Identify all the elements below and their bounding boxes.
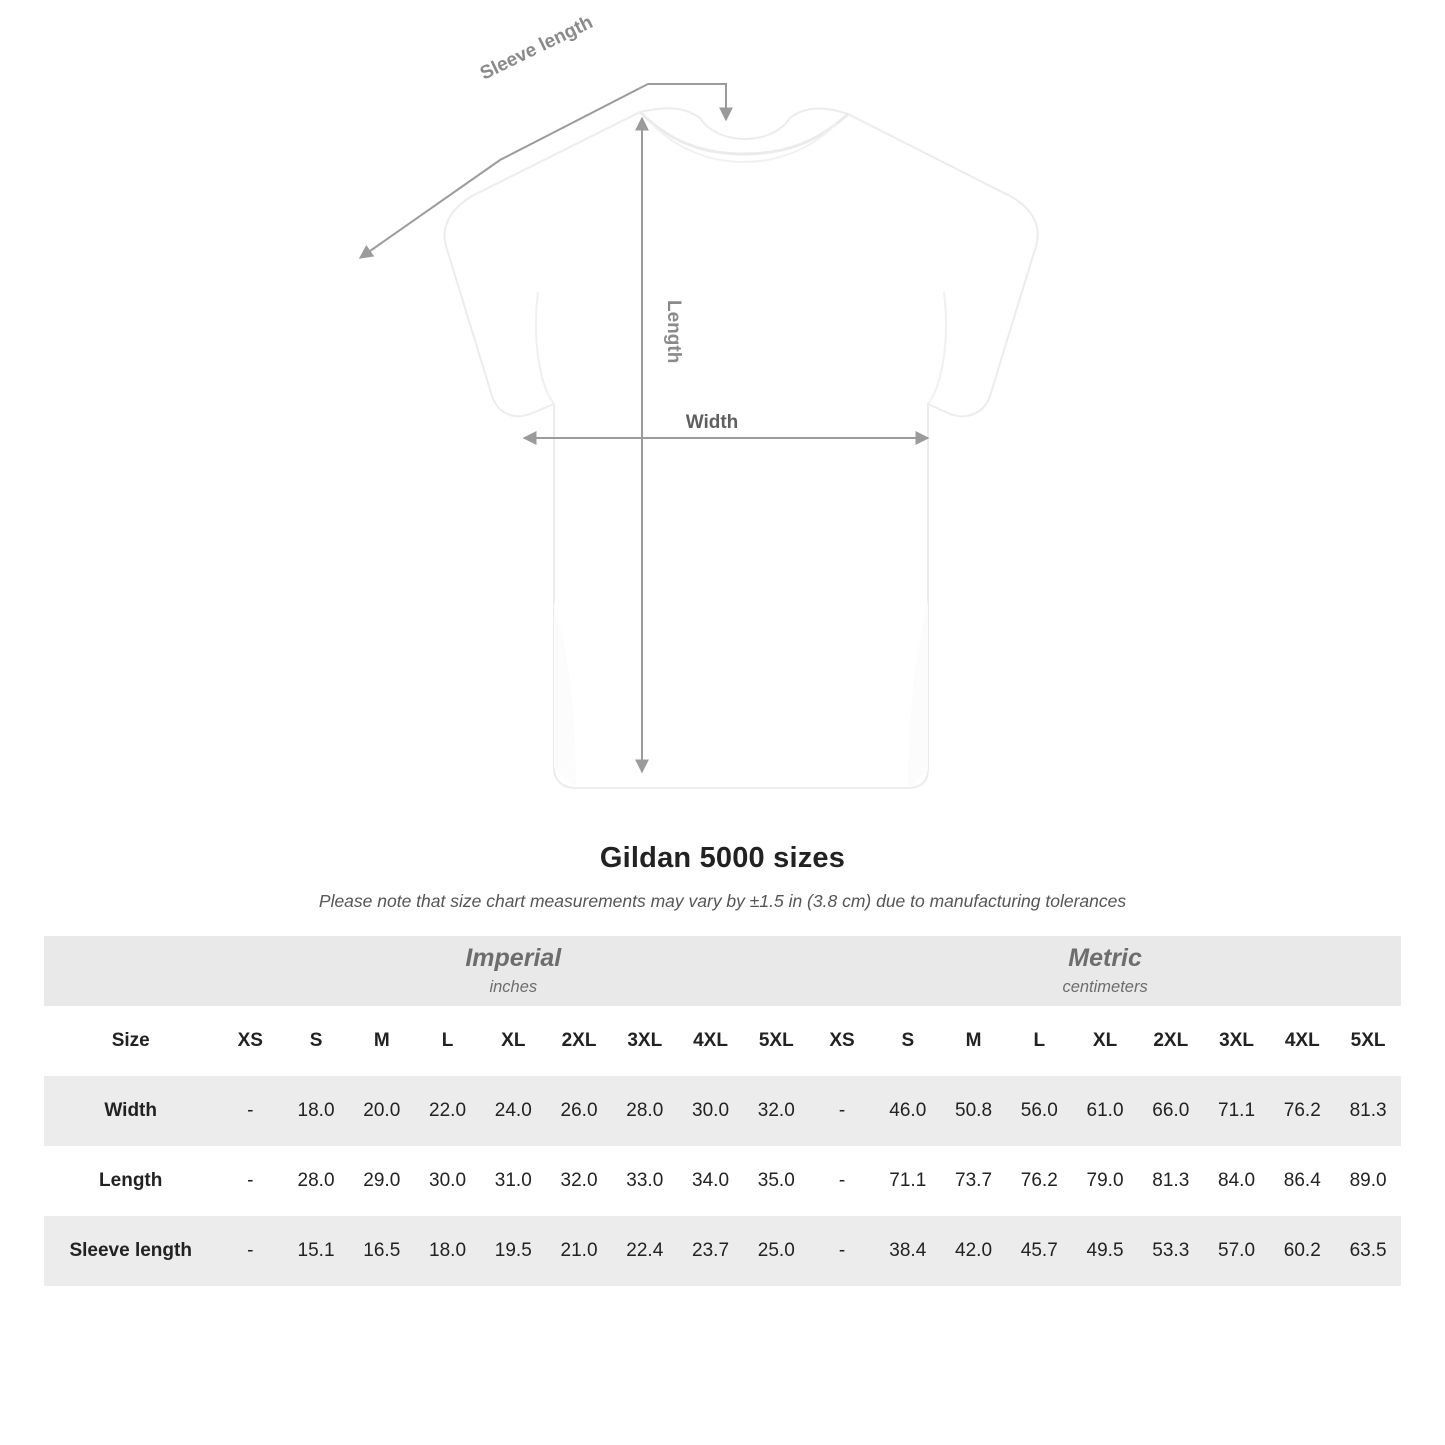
cell-width-imperial-3xl: 28.0 [612, 1076, 678, 1146]
cell-width-metric-l: 56.0 [1006, 1076, 1072, 1146]
cell-width-imperial-2xl: 26.0 [546, 1076, 612, 1146]
cell-width-metric-2xl: 66.0 [1138, 1076, 1204, 1146]
row-label-width: Width [44, 1076, 217, 1146]
row-label-sleeve-length: Sleeve length [44, 1216, 217, 1286]
cell-width-imperial-5xl: 32.0 [743, 1076, 809, 1146]
cell-length-imperial-3xl: 33.0 [612, 1146, 678, 1216]
col-header-imperial-l: L [415, 1006, 481, 1076]
cell-length-metric-5xl: 89.0 [1335, 1146, 1401, 1216]
cell-length-imperial-2xl: 32.0 [546, 1146, 612, 1216]
cell-sleeve-imperial-s: 15.1 [283, 1216, 349, 1286]
cell-width-metric-4xl: 76.2 [1269, 1076, 1335, 1146]
cell-sleeve-imperial-m: 16.5 [349, 1216, 415, 1286]
cell-sleeve-imperial-xs: - [217, 1216, 283, 1286]
table-row [44, 1146, 1401, 1216]
unit-header-metric [809, 936, 1401, 1006]
cell-sleeve-metric-l: 45.7 [1006, 1216, 1072, 1286]
cell-length-metric-4xl: 86.4 [1269, 1146, 1335, 1216]
col-header-metric-5xl: 5XL [1335, 1006, 1401, 1076]
col-header-imperial-xl: XL [480, 1006, 546, 1076]
size-header-row [44, 1006, 1401, 1076]
cell-sleeve-imperial-xl: 19.5 [480, 1216, 546, 1286]
col-header-metric-xs: XS [809, 1006, 875, 1076]
cell-length-imperial-xl: 31.0 [480, 1146, 546, 1216]
chart-title-block [0, 842, 1445, 912]
cell-width-imperial-xl: 24.0 [480, 1076, 546, 1146]
cell-sleeve-imperial-2xl: 21.0 [546, 1216, 612, 1286]
table-row [44, 1076, 1401, 1146]
cell-sleeve-metric-xs: - [809, 1216, 875, 1286]
unit-header-row [44, 936, 1401, 1006]
cell-width-metric-m: 50.8 [941, 1076, 1007, 1146]
row-label-length: Length [44, 1146, 217, 1216]
cell-sleeve-metric-xl: 49.5 [1072, 1216, 1138, 1286]
col-header-metric-s: S [875, 1006, 941, 1076]
cell-length-metric-xs: - [809, 1146, 875, 1216]
cell-length-imperial-4xl: 34.0 [678, 1146, 744, 1216]
col-header-metric-l: L [1006, 1006, 1072, 1076]
size-table [44, 936, 1401, 1286]
col-header-imperial-xs: XS [217, 1006, 283, 1076]
unit-header-spacer [44, 936, 217, 1006]
cell-width-imperial-s: 18.0 [283, 1076, 349, 1146]
cell-length-metric-xl: 79.0 [1072, 1146, 1138, 1216]
unit-name-metric: Metric [1068, 943, 1142, 972]
cell-length-metric-l: 76.2 [1006, 1146, 1072, 1216]
col-header-imperial-5xl: 5XL [743, 1006, 809, 1076]
cell-sleeve-metric-3xl: 57.0 [1204, 1216, 1270, 1286]
width-label: Width [685, 412, 739, 433]
cell-sleeve-imperial-3xl: 22.4 [612, 1216, 678, 1286]
cell-length-imperial-5xl: 35.0 [743, 1146, 809, 1216]
cell-width-imperial-xs: - [217, 1076, 283, 1146]
unit-sub-imperial: inches [489, 978, 538, 997]
unit-sub-metric: centimeters [1062, 978, 1148, 997]
col-header-metric-m: M [941, 1006, 1007, 1076]
unit-header-imperial [217, 936, 809, 1006]
cell-sleeve-metric-5xl: 63.5 [1335, 1216, 1401, 1286]
cell-sleeve-metric-m: 42.0 [941, 1216, 1007, 1286]
cell-sleeve-imperial-5xl: 25.0 [743, 1216, 809, 1286]
cell-width-metric-3xl: 71.1 [1204, 1076, 1270, 1146]
cell-length-metric-3xl: 84.0 [1204, 1146, 1270, 1216]
cell-width-metric-xl: 61.0 [1072, 1076, 1138, 1146]
page-title: Gildan 5000 sizes [599, 842, 846, 874]
col-header-imperial-m: M [349, 1006, 415, 1076]
cell-length-metric-s: 71.1 [875, 1146, 941, 1216]
cell-length-imperial-m: 29.0 [349, 1146, 415, 1216]
tolerance-note: Please note that size chart measurements may vary by ±1.5 in (3.8 cm) due to manufacturing tolerances [318, 891, 1127, 911]
cell-sleeve-metric-s: 38.4 [875, 1216, 941, 1286]
cell-width-imperial-4xl: 30.0 [678, 1076, 744, 1146]
size-label-cell: Size [44, 1006, 217, 1076]
cell-length-imperial-xs: - [217, 1146, 283, 1216]
cell-width-metric-xs: - [809, 1076, 875, 1146]
cell-width-metric-s: 46.0 [875, 1076, 941, 1146]
length-label: Length [663, 300, 684, 364]
cell-length-imperial-l: 30.0 [415, 1146, 481, 1216]
cell-sleeve-metric-4xl: 60.2 [1269, 1216, 1335, 1286]
table-row [44, 1216, 1401, 1286]
col-header-imperial-3xl: 3XL [612, 1006, 678, 1076]
unit-name-imperial: Imperial [465, 943, 562, 972]
size-table-wrapper [0, 936, 1445, 1286]
col-header-metric-xl: XL [1072, 1006, 1138, 1076]
cell-sleeve-imperial-4xl: 23.7 [678, 1216, 744, 1286]
cell-width-metric-5xl: 81.3 [1335, 1076, 1401, 1146]
cell-length-metric-2xl: 81.3 [1138, 1146, 1204, 1216]
cell-width-imperial-m: 20.0 [349, 1076, 415, 1146]
cell-sleeve-imperial-l: 18.0 [415, 1216, 481, 1286]
col-header-metric-4xl: 4XL [1269, 1006, 1335, 1076]
col-header-metric-3xl: 3XL [1204, 1006, 1270, 1076]
col-header-imperial-s: S [283, 1006, 349, 1076]
cell-length-imperial-s: 28.0 [283, 1146, 349, 1216]
col-header-imperial-4xl: 4XL [678, 1006, 744, 1076]
cell-width-imperial-l: 22.0 [415, 1076, 481, 1146]
tshirt-shape [444, 108, 1037, 788]
cell-sleeve-metric-2xl: 53.3 [1138, 1216, 1204, 1286]
col-header-metric-2xl: 2XL [1138, 1006, 1204, 1076]
sleeve-length-label: Sleeve length [476, 11, 597, 85]
col-header-imperial-2xl: 2XL [546, 1006, 612, 1076]
cell-length-metric-m: 73.7 [941, 1146, 1007, 1216]
